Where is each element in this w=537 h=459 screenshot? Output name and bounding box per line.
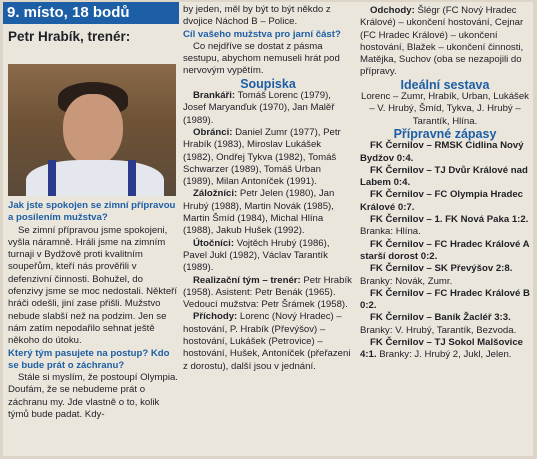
roster-names: Petr Jelen (1980), Jan Hrubý (1988), Martin Novák (1985), Martin Šmíd (1984), Michal Hlína (1988), Jakub Hušek (1992). bbox=[183, 188, 335, 237]
roster-label: Brankáři: bbox=[193, 90, 236, 102]
match-result: FK Černilov – FC Olympia Hradec Králové 0:7. bbox=[360, 189, 524, 213]
roster-entry bbox=[183, 90, 353, 127]
answer-continuation: by jeden, měl by být to být někdo z dvojice Náchod B – Police. bbox=[183, 4, 331, 28]
lineup-text: Lorenc – Zumr, Hrabík, Urban, Lukášek – V. Hrubý, Šmíd, Tykva, J. Hrubý – Tarantík, Hlína. bbox=[361, 91, 529, 127]
match-score: FK Černilov – SK Převýšov 2:8. bbox=[370, 263, 513, 275]
roster-label: Příchody: bbox=[193, 311, 238, 323]
roster-label: Odchody: bbox=[370, 5, 415, 16]
roster-names: Šlégr (FC Nový Hradec Králové) – ukončení hostování, Cejnar (FC Hradec Králové) – ukončení hostování, Blažek – ukončení činnosti, Matějka, Suchov (oba se nezapojili do přípravy. bbox=[360, 5, 524, 78]
roster-entry bbox=[183, 238, 353, 275]
coach-photo bbox=[8, 64, 176, 196]
roster-names: Petr Hrabík (1958). Asistent: Petr Benák (1965). Vedoucí mužstva: Petr Šrámek (1958). bbox=[183, 274, 352, 311]
interview-title: Petr Hrabík, trenér: bbox=[8, 29, 131, 44]
interview-answer: Co nejdříve se dostat z pásma sestupu, abychom nemuseli hrát pod nervovým vypětím. bbox=[183, 40, 340, 77]
standing-banner: 9. místo, 18 bodů bbox=[3, 2, 179, 24]
match-scorers: Branky: V. Hrubý, Tarantík, Bezvoda. bbox=[360, 324, 517, 336]
match-scorers: Branka: Hlína. bbox=[360, 226, 421, 238]
roster-entry bbox=[360, 5, 530, 79]
roster-entry bbox=[183, 188, 353, 237]
interview-question: Cíl vašeho mužstva pro jarní část? bbox=[183, 28, 341, 40]
match-score: FK Černilov – Baník Žacléř 3:3. bbox=[370, 312, 511, 324]
interview-column-1 bbox=[8, 200, 178, 421]
roster-entry bbox=[183, 127, 353, 188]
section-heading: Ideální sestava bbox=[400, 77, 490, 92]
roster-label: Záložníci: bbox=[193, 188, 238, 200]
roster-names: Lorenc (Nový Hradec) – hostování, P. Hrabík (Převýšov) – hostování, Lukášek (Petrovice) – hostování, Hušek, Antoníček (přeřazeni z dorostu), další jsou v jednání. bbox=[183, 311, 351, 372]
match-result: FK Černilov – FC Hradec Králové B 0:2. bbox=[360, 287, 530, 312]
roster-label: Realizační tým – trenér: bbox=[193, 274, 301, 286]
match-result bbox=[360, 214, 530, 239]
interview-answer: Stále si myslím, že postoupí Olympia. Doufám, že se nebudeme prát o záchranu my. Jde vlastně o to, kolik týmů bude padat. Kdy- bbox=[8, 372, 178, 421]
roster-column bbox=[183, 4, 353, 373]
roster-label: Obránci: bbox=[193, 126, 233, 138]
match-scorers: Branky: J. Hrubý 2, Jukl, Jelen. bbox=[376, 349, 512, 361]
roster-label: Útočníci: bbox=[193, 237, 235, 249]
interview-answer: Se zimní přípravou jsme spokojeni, vyšla náramně. Hráli jsme na zimním turnaji v Bydžově proti kvalitním soupeřům, kteří nás prověřili v defenzivní činnosti. Bohužel, do ofenzivy jsme se moc nedostali. Někteří hráči odešli, jiní zase přišli. Mužstvo nebude slabší než na podzim. Jen se nám zatím nepodařilo sehnat ještě někoho do útoku. bbox=[8, 224, 178, 347]
roster-entry bbox=[183, 311, 353, 372]
interview-question: Jak jste spokojen se zimní přípravou a posílením mužstva? bbox=[8, 200, 176, 224]
section-heading: Přípravné zápasy bbox=[393, 126, 497, 141]
section-heading: Soupiska bbox=[240, 76, 296, 91]
roster-names: Daniel Zumr (1977), Petr Hrabík (1983), Miroslav Lukášek (1982), Ondřej Tykva (1982), Tomáš Schwarzer (1989), Tomáš Urban (1989), Milan Antoníček (1991). bbox=[183, 126, 341, 188]
match-result bbox=[360, 263, 530, 288]
match-scorers: Branky: Novák, Zumr. bbox=[360, 275, 453, 287]
interview-question: Který tým pasujete na postup? Kdo se bude prát o záchranu? bbox=[8, 347, 170, 371]
match-result bbox=[360, 312, 530, 337]
match-result: FK Černilov – RMSK Cidlina Nový Bydžov 0:4. bbox=[360, 140, 524, 164]
roster-names: Tomáš Lorenc (1979), Josef Maryanďuk (1970), Jan Malěř (1989). bbox=[183, 90, 335, 126]
newspaper-page bbox=[3, 2, 533, 456]
match-result: FK Černilov – FC Hradec Králové A starší dorost 0:2. bbox=[360, 238, 530, 262]
match-score: FK Černilov – 1. FK Nová Paka 1:2. bbox=[370, 214, 529, 226]
roster-names: Vojtěch Hrubý (1986), Pavel Jukl (1982), Václav Tarantík (1989). bbox=[183, 237, 330, 274]
roster-entry bbox=[183, 275, 353, 312]
match-score: FK Černilov – TJ Sokol Malšovice 4:1. bbox=[360, 337, 524, 361]
match-result bbox=[360, 337, 530, 362]
matches-column bbox=[360, 5, 530, 362]
match-result: FK Černilov – TJ Dvůr Králové nad Labem 0:4. bbox=[360, 164, 528, 189]
